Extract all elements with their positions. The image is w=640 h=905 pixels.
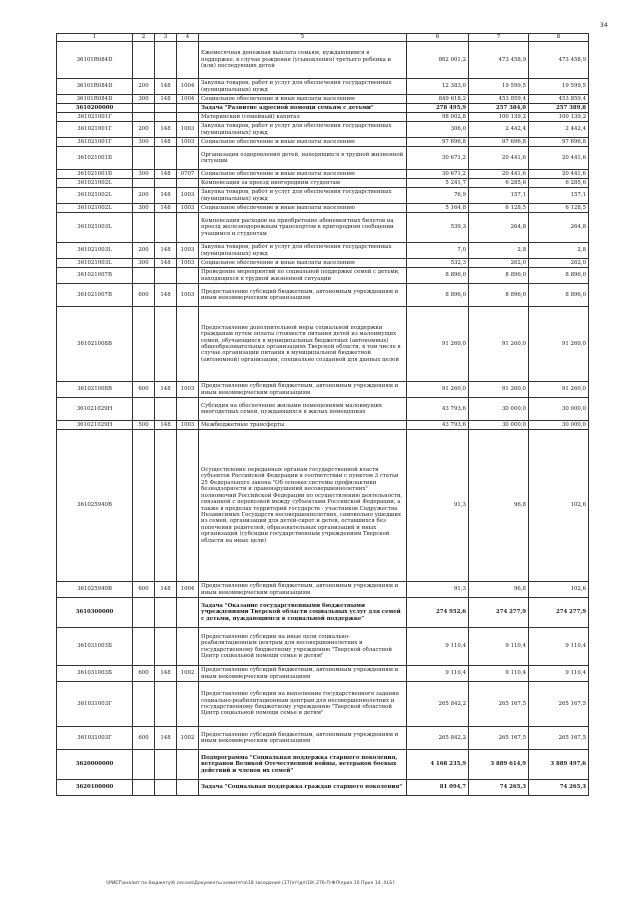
kvr-cell: 200 [133,79,155,95]
amount-year1-cell: 76,9 [407,188,469,204]
amount-year1-cell: 5 164,8 [407,204,469,213]
budget-code-cell: 3610200000 [57,104,133,113]
description-cell: Социальное обеспечение и иные выплаты населению [199,170,407,179]
amount-year1-cell: 43 793,6 [407,398,469,421]
column-header: 1 [57,34,133,42]
description-cell: Закупка товаров, работ и услуг для обеспечения государственных (муниципальных) нужд [199,243,407,259]
section-code-cell: 0707 [177,170,199,179]
amount-year1-cell: 30 671,2 [407,170,469,179]
section-code-cell [177,598,199,628]
kvr-cell: 200 [133,122,155,138]
description-cell: Субсидия на обеспечение жилыми помещениями малоимущих многодетных семей, нуждающихся в жилых помещениях [199,398,407,421]
section-code-cell [177,307,199,382]
table-row [57,430,589,582]
amount-year3-cell: 264,8 [529,213,589,243]
description-cell: Ежемесячная денежная выплата семьям, нуждающимся в поддержке, в случае рождения (усыновления) третьего ребенка и (или) последующих детей [199,42,407,79]
description-cell: Компенсация расходов на приобретение абонементных билетов на проезд железнодорожным транспортом в пригородном сообщении учащимся и студентам [199,213,407,243]
column-header: 3 [155,34,177,42]
description-cell: Предоставление субсидий бюджетным, автономным учреждениям и иным некоммерческим организациям [199,382,407,398]
column-header: 6 [407,34,469,42]
amount-year3-cell: 3 889 497,6 [529,750,589,780]
admin-code-cell [155,104,177,113]
description-cell: Закупка товаров, работ и услуг для обеспечения государственных (муниципальных) нужд [199,122,407,138]
budget-code-cell: 361021002L [57,188,133,204]
kvr-cell [133,104,155,113]
kvr-cell [133,628,155,666]
description-cell: Закупка товаров, работ и услуг для обеспечения государственных (муниципальных) нужд [199,79,407,95]
amount-year2-cell: 9 110,4 [469,666,529,682]
kvr-cell [133,682,155,727]
amount-year1-cell: 265 842,2 [407,682,469,727]
kvr-cell [133,398,155,421]
kvr-cell: 300 [133,170,155,179]
section-code-cell: 1004 [177,95,199,104]
table-row [57,307,589,382]
budget-code-cell: 361021002L [57,179,133,188]
table-header-row [57,34,589,42]
amount-year3-cell: 9 110,4 [529,628,589,666]
kvr-cell [133,113,155,122]
description-cell: Предоставление субсидий бюджетным, автономным учреждениям и иным некоммерческим организациям [199,582,407,598]
kvr-cell [133,42,155,79]
amount-year3-cell: 97 696,8 [529,138,589,147]
amount-year3-cell: 262,0 [529,259,589,268]
amount-year3-cell: 453 859,4 [529,95,589,104]
section-code-cell [177,113,199,122]
amount-year3-cell: 91 260,0 [529,307,589,382]
table-row [57,259,589,268]
section-code-cell: 1004 [177,582,199,598]
table-row [57,170,589,179]
table-row [57,204,589,213]
section-code-cell: 1003 [177,259,199,268]
amount-year2-cell: 30 000,0 [469,421,529,430]
kvr-cell: 200 [133,243,155,259]
kvr-cell: 600 [133,582,155,598]
description-cell: Задача "Развитие адресной помощи семьям с детьми" [199,104,407,113]
section-code-cell: 1003 [177,188,199,204]
table-row [57,727,589,750]
kvr-cell: 600 [133,284,155,307]
amount-year2-cell: 2 442,4 [469,122,529,138]
table-row [57,179,589,188]
amount-year2-cell: 262,0 [469,259,529,268]
amount-year2-cell: 265 167,5 [469,727,529,750]
column-header: 2 [133,34,155,42]
kvr-cell: 300 [133,95,155,104]
amount-year3-cell: 91 260,0 [529,382,589,398]
description-cell: Материнский (семейный) капитал [199,113,407,122]
amount-year2-cell: 91 260,0 [469,307,529,382]
amount-year2-cell: 20 441,6 [469,170,529,179]
section-code-cell: 1004 [177,79,199,95]
amount-year2-cell: 257 384,0 [469,104,529,113]
section-code-cell [177,42,199,79]
budget-code-cell: 361021003L [57,259,133,268]
admin-code-cell [155,430,177,582]
description-cell: Предоставление дополнительной меры социальной поддержки гражданам путем оплаты стоимости питания детей из малоимущих семей, обучающихся в муниципальных бюджетных (автономных) общеобразовательных организациях Тверской области, в том числе в случае организации питания в муниципальной бюджетной (автономной) организации, специально созданной для данных целей [199,307,407,382]
admin-code-cell: 148 [155,204,177,213]
budget-code-cell: 3610300000 [57,598,133,628]
description-cell: Проведение мероприятий по социальной поддержке семей с детьми, находящихся в трудной жизненной ситуации [199,268,407,284]
table-row [57,42,589,79]
amount-year1-cell: 91,3 [407,430,469,582]
section-code-cell [177,628,199,666]
admin-code-cell [155,147,177,170]
admin-code-cell [155,113,177,122]
description-cell: Предоставление субсидий бюджетным, автономным учреждениям и иным некоммерческим организациям [199,284,407,307]
table-row [57,421,589,430]
kvr-cell [133,307,155,382]
table-row [57,628,589,666]
kvr-cell [133,750,155,780]
amount-year2-cell: 6 128,5 [469,204,529,213]
section-code-cell [177,682,199,727]
admin-code-cell: 148 [155,243,177,259]
amount-year1-cell: 862 001,2 [407,42,469,79]
amount-year1-cell: 91 260,0 [407,382,469,398]
amount-year2-cell: 96,8 [469,430,529,582]
budget-code-cell: 361021029Н [57,398,133,421]
section-code-cell: 1002 [177,727,199,750]
description-cell: Осуществление переданных органам государственной власти субъектов Российской Федерации в соответствии с пунктом 3 статьи 25 Федерального закона "Об основах системы профилактики безнадзорности и правонарушений несовершеннолетних" полномочий Российской Федерации по осуществлению деятельности, связанной с перевозкой между субъектами Российской Федерации, а также в пределах территорий государств - участников Содружества Независимых Государств несовершеннолетних, самовольно ушедших из семей, организаций для детей-сирот и детей, оставшихся без попечения родителей, образовательных организаций и иных организаций (субсидии государственным учреждениям Тверской области на иные цели) [199,430,407,582]
description-cell: Предоставление субсидии на иные цели социально-реабилитационным центрам для несовершеннолетних и государственному бюджетному учреждению "Тверской областной Центр социальной помощи семье и детям" [199,628,407,666]
kvr-cell [133,179,155,188]
table-row [57,284,589,307]
table-row [57,268,589,284]
description-cell: Социальное обеспечение и иные выплаты населению [199,138,407,147]
amount-year1-cell: 91 260,0 [407,307,469,382]
budget-code-cell: 361021001Г [57,122,133,138]
amount-year3-cell: 2 442,4 [529,122,589,138]
amount-year3-cell: 102,6 [529,582,589,598]
kvr-cell: 300 [133,204,155,213]
admin-code-cell [155,682,177,727]
budget-code-cell: 361021029Н [57,421,133,430]
amount-year3-cell: 100 139,2 [529,113,589,122]
amount-year3-cell: 19 599,5 [529,79,589,95]
amount-year2-cell: 8 896,0 [469,268,529,284]
table-row [57,95,589,104]
section-code-cell: 1003 [177,382,199,398]
section-code-cell [177,398,199,421]
amount-year2-cell: 3 889 614,9 [469,750,529,780]
table-row [57,122,589,138]
budget-code-cell: 3620000000 [57,750,133,780]
table-row [57,598,589,628]
amount-year2-cell: 9 110,4 [469,628,529,666]
amount-year2-cell: 274 277,9 [469,598,529,628]
amount-year3-cell: 2,8 [529,243,589,259]
admin-code-cell [155,628,177,666]
amount-year1-cell: 5 241,7 [407,179,469,188]
table-row [57,382,589,398]
column-header: 4 [177,34,199,42]
description-cell: Задача "Социальная поддержка граждан старшего поколения" [199,780,407,796]
amount-year3-cell: 30 000,0 [529,421,589,430]
amount-year1-cell: 278 495,9 [407,104,469,113]
table-row [57,138,589,147]
amount-year1-cell: 98 002,8 [407,113,469,122]
admin-code-cell [155,42,177,79]
budget-table [56,33,589,796]
amount-year2-cell: 91 260,0 [469,382,529,398]
amount-year3-cell: 274 277,9 [529,598,589,628]
amount-year3-cell: 20 441,6 [529,170,589,179]
amount-year1-cell: 97 696,8 [407,138,469,147]
amount-year1-cell: 12 383,0 [407,79,469,95]
budget-code-cell: 3620100000 [57,780,133,796]
admin-code-cell [155,307,177,382]
amount-year2-cell: 2,8 [469,243,529,259]
budget-code-cell: 361031003Б [57,628,133,666]
amount-year3-cell: 20 441,6 [529,147,589,170]
budget-code-cell: 361021001Г [57,138,133,147]
admin-code-cell [155,598,177,628]
table-row [57,682,589,727]
description-cell: Социальное обеспечение и иные выплаты населению [199,259,407,268]
admin-code-cell: 148 [155,79,177,95]
column-header: 7 [469,34,529,42]
admin-code-cell: 148 [155,138,177,147]
amount-year3-cell: 6 128,5 [529,204,589,213]
budget-code-cell: 361031003Г [57,727,133,750]
budget-code-cell: 36101R084D [57,79,133,95]
admin-code-cell [155,780,177,796]
kvr-cell: 300 [133,138,155,147]
amount-year3-cell: 257 389,8 [529,104,589,113]
table-row [57,188,589,204]
amount-year3-cell: 8 896,0 [529,284,589,307]
amount-year3-cell: 473 458,9 [529,42,589,79]
kvr-cell: 200 [133,188,155,204]
description-cell: Социальное обеспечение и иные выплаты населению [199,204,407,213]
section-code-cell [177,213,199,243]
admin-code-cell: 148 [155,666,177,682]
table-row [57,147,589,170]
amount-year1-cell: 532,3 [407,259,469,268]
admin-code-cell [155,268,177,284]
table-row [57,213,589,243]
table-row [57,79,589,95]
amount-year1-cell: 7,0 [407,243,469,259]
admin-code-cell: 148 [155,122,177,138]
admin-code-cell: 148 [155,421,177,430]
amount-year2-cell: 8 896,0 [469,284,529,307]
budget-code-cell: 361021003L [57,213,133,243]
description-cell: Подпрограмма "Социальная поддержка старшего поколения, ветеранов Великой Отечественной войны, ветеранов боевых действий и членов их семей" [199,750,407,780]
section-code-cell [177,104,199,113]
section-code-cell [177,780,199,796]
budget-code-cell: 361021001Г [57,113,133,122]
description-cell: Социальное обеспечение и иные выплаты населению [199,95,407,104]
kvr-cell: 600 [133,666,155,682]
budget-code-cell: 361021001Б [57,147,133,170]
budget-code-cell: 361025940В [57,582,133,598]
amount-year3-cell: 157,1 [529,188,589,204]
amount-year3-cell: 265 167,5 [529,727,589,750]
budget-code-cell: 36101R084D [57,42,133,79]
section-code-cell: 1003 [177,204,199,213]
amount-year2-cell: 453 859,4 [469,95,529,104]
admin-code-cell: 148 [155,95,177,104]
amount-year2-cell: 74 265,3 [469,780,529,796]
amount-year3-cell: 74 265,3 [529,780,589,796]
column-header: 5 [199,34,407,42]
amount-year1-cell: 43 793,6 [407,421,469,430]
kvr-cell [133,598,155,628]
table-row [57,750,589,780]
budget-code-cell: 361021008В [57,382,133,398]
amount-year2-cell: 265 167,5 [469,682,529,727]
budget-code-cell: 361021008В [57,307,133,382]
admin-code-cell [155,398,177,421]
amount-year1-cell: 539,3 [407,213,469,243]
section-code-cell [177,179,199,188]
description-cell: Межбюджетные трансферты [199,421,407,430]
table-row [57,780,589,796]
kvr-cell [133,430,155,582]
table-row [57,398,589,421]
amount-year1-cell: 849 618,2 [407,95,469,104]
amount-year1-cell: 81 094,7 [407,780,469,796]
section-code-cell: 1003 [177,138,199,147]
column-header: 8 [529,34,589,42]
kvr-cell: 300 [133,259,155,268]
amount-year2-cell: 473 458,9 [469,42,529,79]
amount-year2-cell: 6 285,6 [469,179,529,188]
amount-year2-cell: 19 599,5 [469,79,529,95]
table-row [57,113,589,122]
admin-code-cell [155,213,177,243]
amount-year1-cell: 306,0 [407,122,469,138]
amount-year1-cell: 9 110,4 [407,666,469,682]
admin-code-cell [155,750,177,780]
amount-year1-cell: 4 168 235,9 [407,750,469,780]
description-cell: Организация оздоровления детей, находящихся в трудной жизненной ситуации [199,147,407,170]
budget-code-cell: 36101R084D [57,95,133,104]
admin-code-cell: 148 [155,284,177,307]
kvr-cell: 600 [133,727,155,750]
admin-code-cell: 148 [155,727,177,750]
amount-year1-cell: 265 842,2 [407,727,469,750]
description-cell: Компенсация за проезд иногородним студентам [199,179,407,188]
admin-code-cell: 148 [155,170,177,179]
amount-year3-cell: 9 110,4 [529,666,589,682]
section-code-cell: 1003 [177,284,199,307]
table-row [57,666,589,682]
description-cell: Предоставление субсидий бюджетным, автономным учреждениям и иным некоммерческим организациям [199,727,407,750]
amount-year2-cell: 30 000,0 [469,398,529,421]
amount-year1-cell: 8 896,0 [407,284,469,307]
section-code-cell: 1003 [177,122,199,138]
description-cell: Предоставление субсидий бюджетным, автономным учреждениям и иным некоммерческим организациям [199,666,407,682]
budget-code-cell: 361021007В [57,284,133,307]
amount-year3-cell: 102,6 [529,430,589,582]
budget-code-cell: 361021001Б [57,170,133,179]
kvr-cell [133,268,155,284]
budget-code-cell: 361031003Г [57,682,133,727]
admin-code-cell [155,179,177,188]
amount-year3-cell: 265 167,5 [529,682,589,727]
admin-code-cell: 148 [155,188,177,204]
budget-code-cell: 361031003Б [57,666,133,682]
amount-year2-cell: 97 696,8 [469,138,529,147]
amount-year2-cell: 157,1 [469,188,529,204]
budget-code-cell: 361021007В [57,268,133,284]
section-code-cell [177,430,199,582]
file-path-footer: \\РИЕТ\аналит по бюджету\б сессия\Документы комитета\18 заседание (17)\п¹\дп\18\ 276-П-ФЛ\прил 10 Прил 14 .XLS? [106,881,395,886]
description-cell: Закупка товаров, работ и услуг для обеспечения государственных (муниципальных) нужд [199,188,407,204]
amount-year2-cell: 100 139,2 [469,113,529,122]
description-cell: Задача "Оказание государственными бюджетными учреждениями Тверской области социальных услуг для семей с детьми, нуждающимся в социальной поддержке" [199,598,407,628]
admin-code-cell: 148 [155,382,177,398]
description-cell: Предоставление субсидии на выполнение государственного задания социально-реабилитационным центрам для несовершеннолетних и государственному бюджетному учреждению "Тверской областной Центр социальной помощи семье и детям" [199,682,407,727]
kvr-cell: 600 [133,382,155,398]
table-row [57,104,589,113]
table-row [57,243,589,259]
amount-year2-cell: 264,8 [469,213,529,243]
admin-code-cell: 148 [155,259,177,268]
amount-year1-cell: 8 896,0 [407,268,469,284]
section-code-cell [177,750,199,780]
kvr-cell [133,213,155,243]
amount-year1-cell: 91,3 [407,582,469,598]
amount-year1-cell: 274 952,6 [407,598,469,628]
kvr-cell: 500 [133,421,155,430]
section-code-cell: 1002 [177,666,199,682]
page-number: 34 [600,22,608,29]
amount-year1-cell: 30 671,2 [407,147,469,170]
section-code-cell [177,147,199,170]
section-code-cell [177,268,199,284]
budget-code-cell: 361025940В [57,430,133,582]
admin-code-cell: 148 [155,582,177,598]
section-code-cell: 1003 [177,243,199,259]
kvr-cell [133,147,155,170]
budget-code-cell: 361021003L [57,243,133,259]
amount-year3-cell: 6 285,6 [529,179,589,188]
amount-year2-cell: 20 441,6 [469,147,529,170]
amount-year2-cell: 96,8 [469,582,529,598]
amount-year1-cell: 9 110,4 [407,628,469,666]
table-row [57,582,589,598]
kvr-cell [133,780,155,796]
amount-year3-cell: 8 896,0 [529,268,589,284]
amount-year3-cell: 30 000,0 [529,398,589,421]
budget-code-cell: 361021002L [57,204,133,213]
section-code-cell: 1003 [177,421,199,430]
